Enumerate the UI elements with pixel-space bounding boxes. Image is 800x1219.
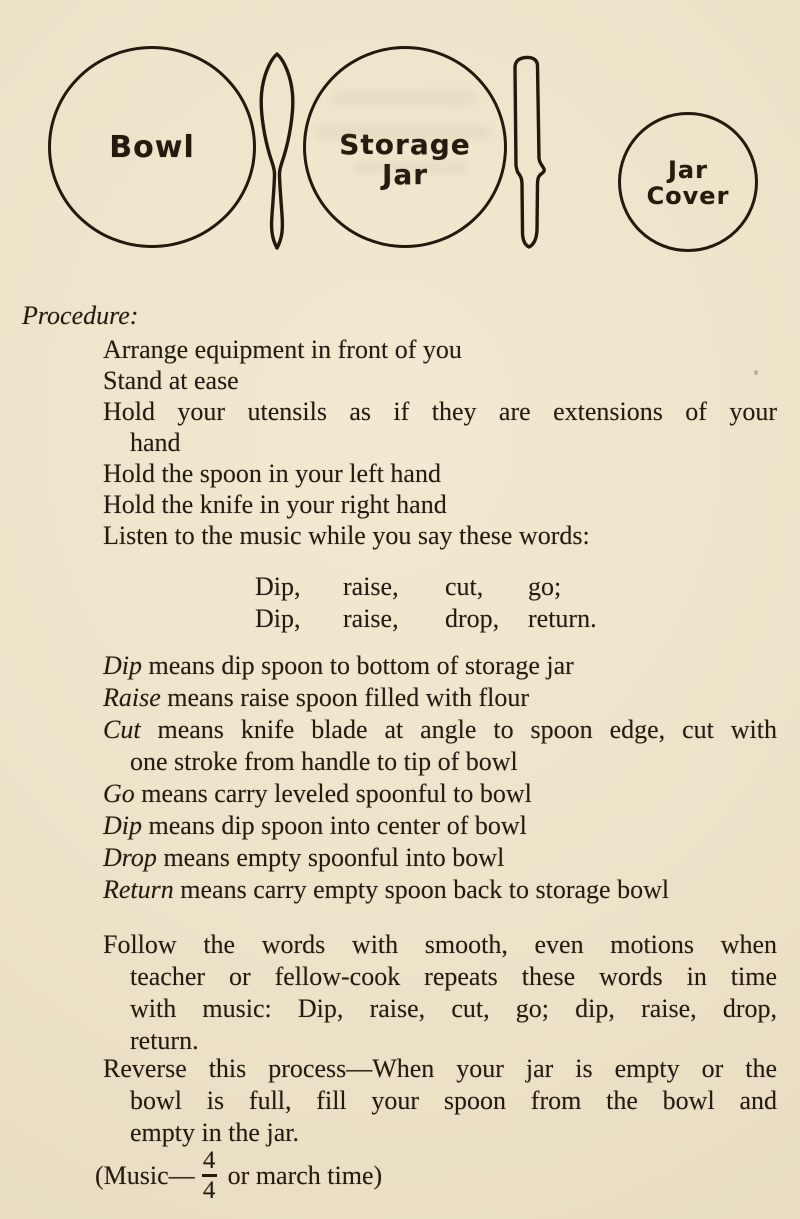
definition-text: means carry empty spoon back to storage bowl: [173, 875, 670, 904]
procedure-step: Listen to the music while you say these words:: [103, 521, 590, 550]
fraction-numerator: 4: [202, 1147, 216, 1174]
music-note-line: [95, 1147, 383, 1204]
chant-word: drop,: [445, 604, 500, 633]
definition-text: means raise spoon filled with flour: [160, 683, 530, 712]
bowl-circle: [48, 46, 256, 248]
definitions: [103, 650, 777, 906]
storage-jar-label-line2: Jar: [381, 158, 429, 191]
definition-line: [103, 650, 777, 682]
paragraph-line: return.: [130, 1026, 199, 1055]
spoon-icon: [248, 50, 306, 252]
definition-text: means dip spoon into center of bowl: [142, 811, 527, 840]
chant-word: cut,: [445, 572, 484, 601]
music-time-signature: [202, 1147, 217, 1204]
bowl-label: Bowl: [109, 129, 195, 165]
definition-term: Go: [103, 779, 135, 808]
definition-term: Dip: [103, 811, 142, 840]
chant-block: [255, 571, 597, 635]
definition-text: means dip spoon to bottom of storage jar: [142, 651, 574, 680]
procedure-step: Stand at ease: [103, 366, 239, 395]
definition-continuation: one stroke from handle to tip of bowl: [130, 747, 518, 776]
jar-cover-label-line2: Cover: [646, 182, 730, 210]
definition-line: [103, 778, 777, 810]
reverse-paragraph: [103, 1053, 777, 1149]
jar-cover-label-line1: Jar: [668, 156, 708, 184]
definition-text: means knife blade at angle to spoon edge, cut with: [140, 715, 777, 744]
definition-line: [103, 682, 777, 714]
paragraph-line: empty in the jar.: [130, 1118, 299, 1147]
definition-line: [103, 810, 777, 842]
chant-word: raise,: [343, 572, 399, 601]
procedure-heading: Procedure:: [22, 301, 139, 330]
paragraph-line: Follow the words with smooth, even motions when: [103, 930, 777, 959]
chant-word: raise,: [343, 604, 399, 633]
music-open-text: (Music—: [95, 1160, 195, 1190]
storage-jar-circle: [303, 46, 507, 248]
procedure-steps: [103, 334, 777, 551]
jar-cover-label: [647, 157, 730, 209]
procedure-step: Hold the knife in your right hand: [103, 490, 447, 519]
jar-cover-circle: [618, 112, 758, 252]
definition-term: Dip: [103, 651, 142, 680]
definition-term: Raise: [103, 683, 161, 712]
definition-term: Return: [103, 875, 174, 904]
definition-text: means empty spoonful into bowl: [156, 843, 505, 872]
procedure-step: Hold the spoon in your left hand: [103, 459, 441, 488]
fraction-denominator: 4: [202, 1177, 216, 1204]
paragraph-line: Reverse this process—When your jar is empty or the: [103, 1054, 777, 1083]
definition-line: [103, 714, 777, 746]
follow-paragraph: [103, 929, 777, 1057]
definition-term: Cut: [103, 715, 141, 744]
definition-text: means carry leveled spoonful to bowl: [134, 779, 532, 808]
definition-term: Drop: [103, 843, 157, 872]
definition-line: [103, 874, 777, 906]
chant-word: go;: [528, 572, 562, 601]
storage-jar-label-line1: Storage: [339, 128, 471, 161]
procedure-step: Arrange equipment in front of you: [103, 335, 462, 364]
procedure-step-continuation: hand: [130, 428, 181, 457]
knife-icon: [506, 52, 550, 250]
chant-word: Dip,: [255, 572, 301, 601]
procedure-step: Hold your utensils as if they are extensions of your: [103, 397, 777, 426]
paragraph-line: with music: Dip, raise, cut, go; dip, raise, drop,: [130, 994, 777, 1023]
storage-jar-label: [339, 130, 471, 190]
paragraph-line: teacher or fellow-cook repeats these words in time: [130, 962, 777, 991]
chant-word: Dip,: [255, 604, 301, 633]
chant-word: return.: [528, 604, 597, 633]
paragraph-line: bowl is full, fill your spoon from the bowl and: [130, 1086, 777, 1115]
closing-paragraphs: [103, 929, 777, 1149]
music-close-text: or march time): [227, 1160, 383, 1190]
definition-line: [103, 842, 777, 874]
